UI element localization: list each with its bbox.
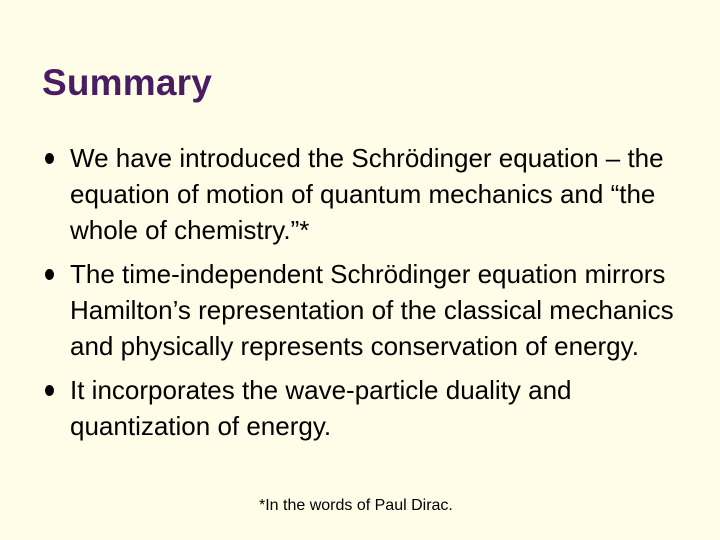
slide-title: Summary (42, 62, 213, 103)
bullet-dot-icon (45, 269, 54, 280)
bullet-text: It incorporates the wave-particle duality and quantization of energy. (70, 375, 572, 441)
bullet-text: The time-independent Schrödinger equation mirrors Hamilton’s representation of the classical mechanics and physically represents conservation of energy. (70, 259, 674, 361)
bullet-text: We have introduced the Schrödinger equation – the equation of motion of quantum mechanics and “the whole of chemistry.”* (70, 143, 664, 245)
bullet-dot-icon (45, 385, 54, 396)
bullet-dot-icon (45, 153, 54, 164)
bullet-list (43, 140, 693, 452)
bullet-item (43, 256, 693, 364)
footnote: *In the words of Paul Dirac. (259, 497, 453, 514)
bullet-item (43, 140, 693, 248)
bullet-item (43, 372, 693, 444)
